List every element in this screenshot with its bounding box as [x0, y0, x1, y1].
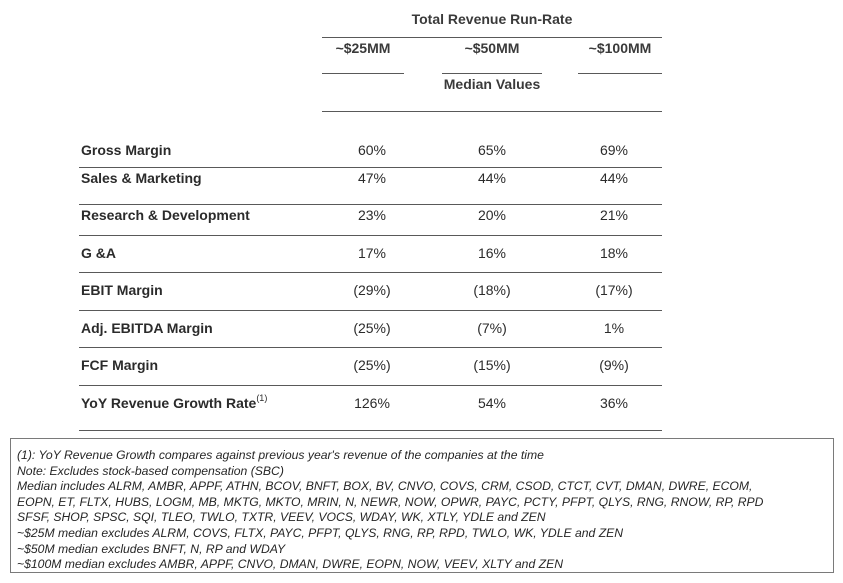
- row-label-g-and-a: G &A: [81, 245, 116, 261]
- cell-research-development-25mm: 23%: [357, 207, 387, 223]
- cell-fcf-margin-25mm: (25%): [353, 357, 391, 373]
- cell-yoy-revenue-growth-25mm: 126%: [354, 395, 390, 411]
- cell-adj-ebitda-margin-25mm: (25%): [353, 320, 391, 336]
- column-header-25mm: ~$25MM: [335, 40, 391, 56]
- row-label-yoy-revenue-growth-text: YoY Revenue Growth Rate: [81, 395, 257, 411]
- column-underline-50mm: [442, 73, 542, 74]
- row-label-gross-margin: Gross Margin: [81, 142, 172, 158]
- cell-g-and-a-25mm: 17%: [357, 245, 387, 261]
- cell-sales-marketing-100mm: 44%: [599, 170, 629, 186]
- row-divider: [79, 385, 662, 386]
- cell-research-development-50mm: 20%: [477, 207, 507, 223]
- row-divider: [79, 167, 662, 168]
- footnote-ref: (1): [256, 393, 268, 403]
- column-header-100mm: ~$100MM: [588, 40, 652, 56]
- cell-gross-margin-50mm: 65%: [477, 142, 507, 158]
- footnotes-box: [10, 438, 834, 573]
- cell-ebit-margin-100mm: (17%): [595, 282, 633, 298]
- row-label-research-development: Research & Development: [81, 207, 250, 223]
- footnote-line: SFSF, SHOP, SPSC, SQI, TLEO, TWLO, TXTR, VEEV, VOCS, WDAY, WK, XTLY, YDLE and ZEN: [17, 510, 546, 525]
- cell-yoy-revenue-growth-50mm: 54%: [477, 395, 507, 411]
- cell-sales-marketing-25mm: 47%: [357, 170, 387, 186]
- row-label-fcf-margin: FCF Margin: [81, 357, 158, 373]
- footnote-line: ~$50M median excludes BNFT, N, RP and WDAY: [17, 541, 286, 556]
- footnote-line: (1): YoY Revenue Growth compares against previous year's revenue of the companies at the time: [17, 448, 544, 462]
- median-values-label: Median Values: [443, 76, 541, 92]
- cell-gross-margin-25mm: 60%: [357, 142, 387, 158]
- row-label-yoy-revenue-growth: [81, 395, 267, 411]
- cell-g-and-a-50mm: 16%: [477, 245, 507, 261]
- cell-adj-ebitda-margin-50mm: (7%): [477, 320, 507, 336]
- cell-g-and-a-100mm: 18%: [599, 245, 629, 261]
- footnote-line: ~$100M median excludes AMBR, APPF, CNVO, DMAN, DWRE, EOPN, NOW, VEEV, XLTY and ZEN: [17, 557, 564, 572]
- column-underline-100mm: [578, 73, 662, 74]
- cell-sales-marketing-50mm: 44%: [477, 170, 507, 186]
- cell-research-development-100mm: 21%: [599, 207, 629, 223]
- cell-fcf-margin-100mm: (9%): [599, 357, 629, 373]
- footnote-line: Median includes ALRM, AMBR, APPF, ATHN, BCOV, BNFT, BOX, BV, CNVO, COVS, CRM, CSOD, CTCT, CVT, DMAN, DWRE, ECOM,: [17, 479, 753, 494]
- footnote-line: ~$25M median excludes ALRM, COVS, FLTX, PAYC, PFPT, QLYS, RNG, RP, RPD, TWLO, WK, YDLE and ZEN: [17, 525, 624, 540]
- row-label-sales-marketing: Sales & Marketing: [81, 170, 202, 186]
- row-divider: [79, 272, 662, 273]
- cell-fcf-margin-50mm: (15%): [473, 357, 511, 373]
- footnote-line: Note: Excludes stock-based compensation (SBC): [17, 463, 284, 478]
- row-divider: [79, 347, 662, 348]
- footnote-line: EOPN, ET, FLTX, HUBS, LOGM, MB, MKTG, MKTO, MRIN, N, NEWR, NOW, OPWR, PAYC, PCTY, PFPT, QLYS, RNG, RNOW, RP, RPD: [17, 494, 764, 509]
- column-underline-25mm: [322, 73, 404, 74]
- cell-ebit-margin-50mm: (18%): [473, 282, 511, 298]
- column-header-50mm: ~$50MM: [464, 40, 520, 56]
- row-divider: [79, 310, 662, 311]
- cell-adj-ebitda-margin-100mm: 1%: [603, 320, 625, 336]
- cell-ebit-margin-25mm: (29%): [353, 282, 391, 298]
- row-divider: [79, 235, 662, 236]
- table-bottom-rule: [79, 430, 662, 431]
- row-label-adj-ebitda-margin: Adj. EBITDA Margin: [81, 320, 213, 336]
- title-underline: [322, 37, 662, 38]
- row-label-ebit-margin: EBIT Margin: [81, 282, 163, 298]
- header-bottom-rule: [322, 111, 662, 112]
- row-divider: [79, 204, 662, 205]
- table-title: Total Revenue Run-Rate: [411, 11, 573, 27]
- cell-yoy-revenue-growth-100mm: 36%: [599, 395, 629, 411]
- cell-gross-margin-100mm: 69%: [599, 142, 629, 158]
